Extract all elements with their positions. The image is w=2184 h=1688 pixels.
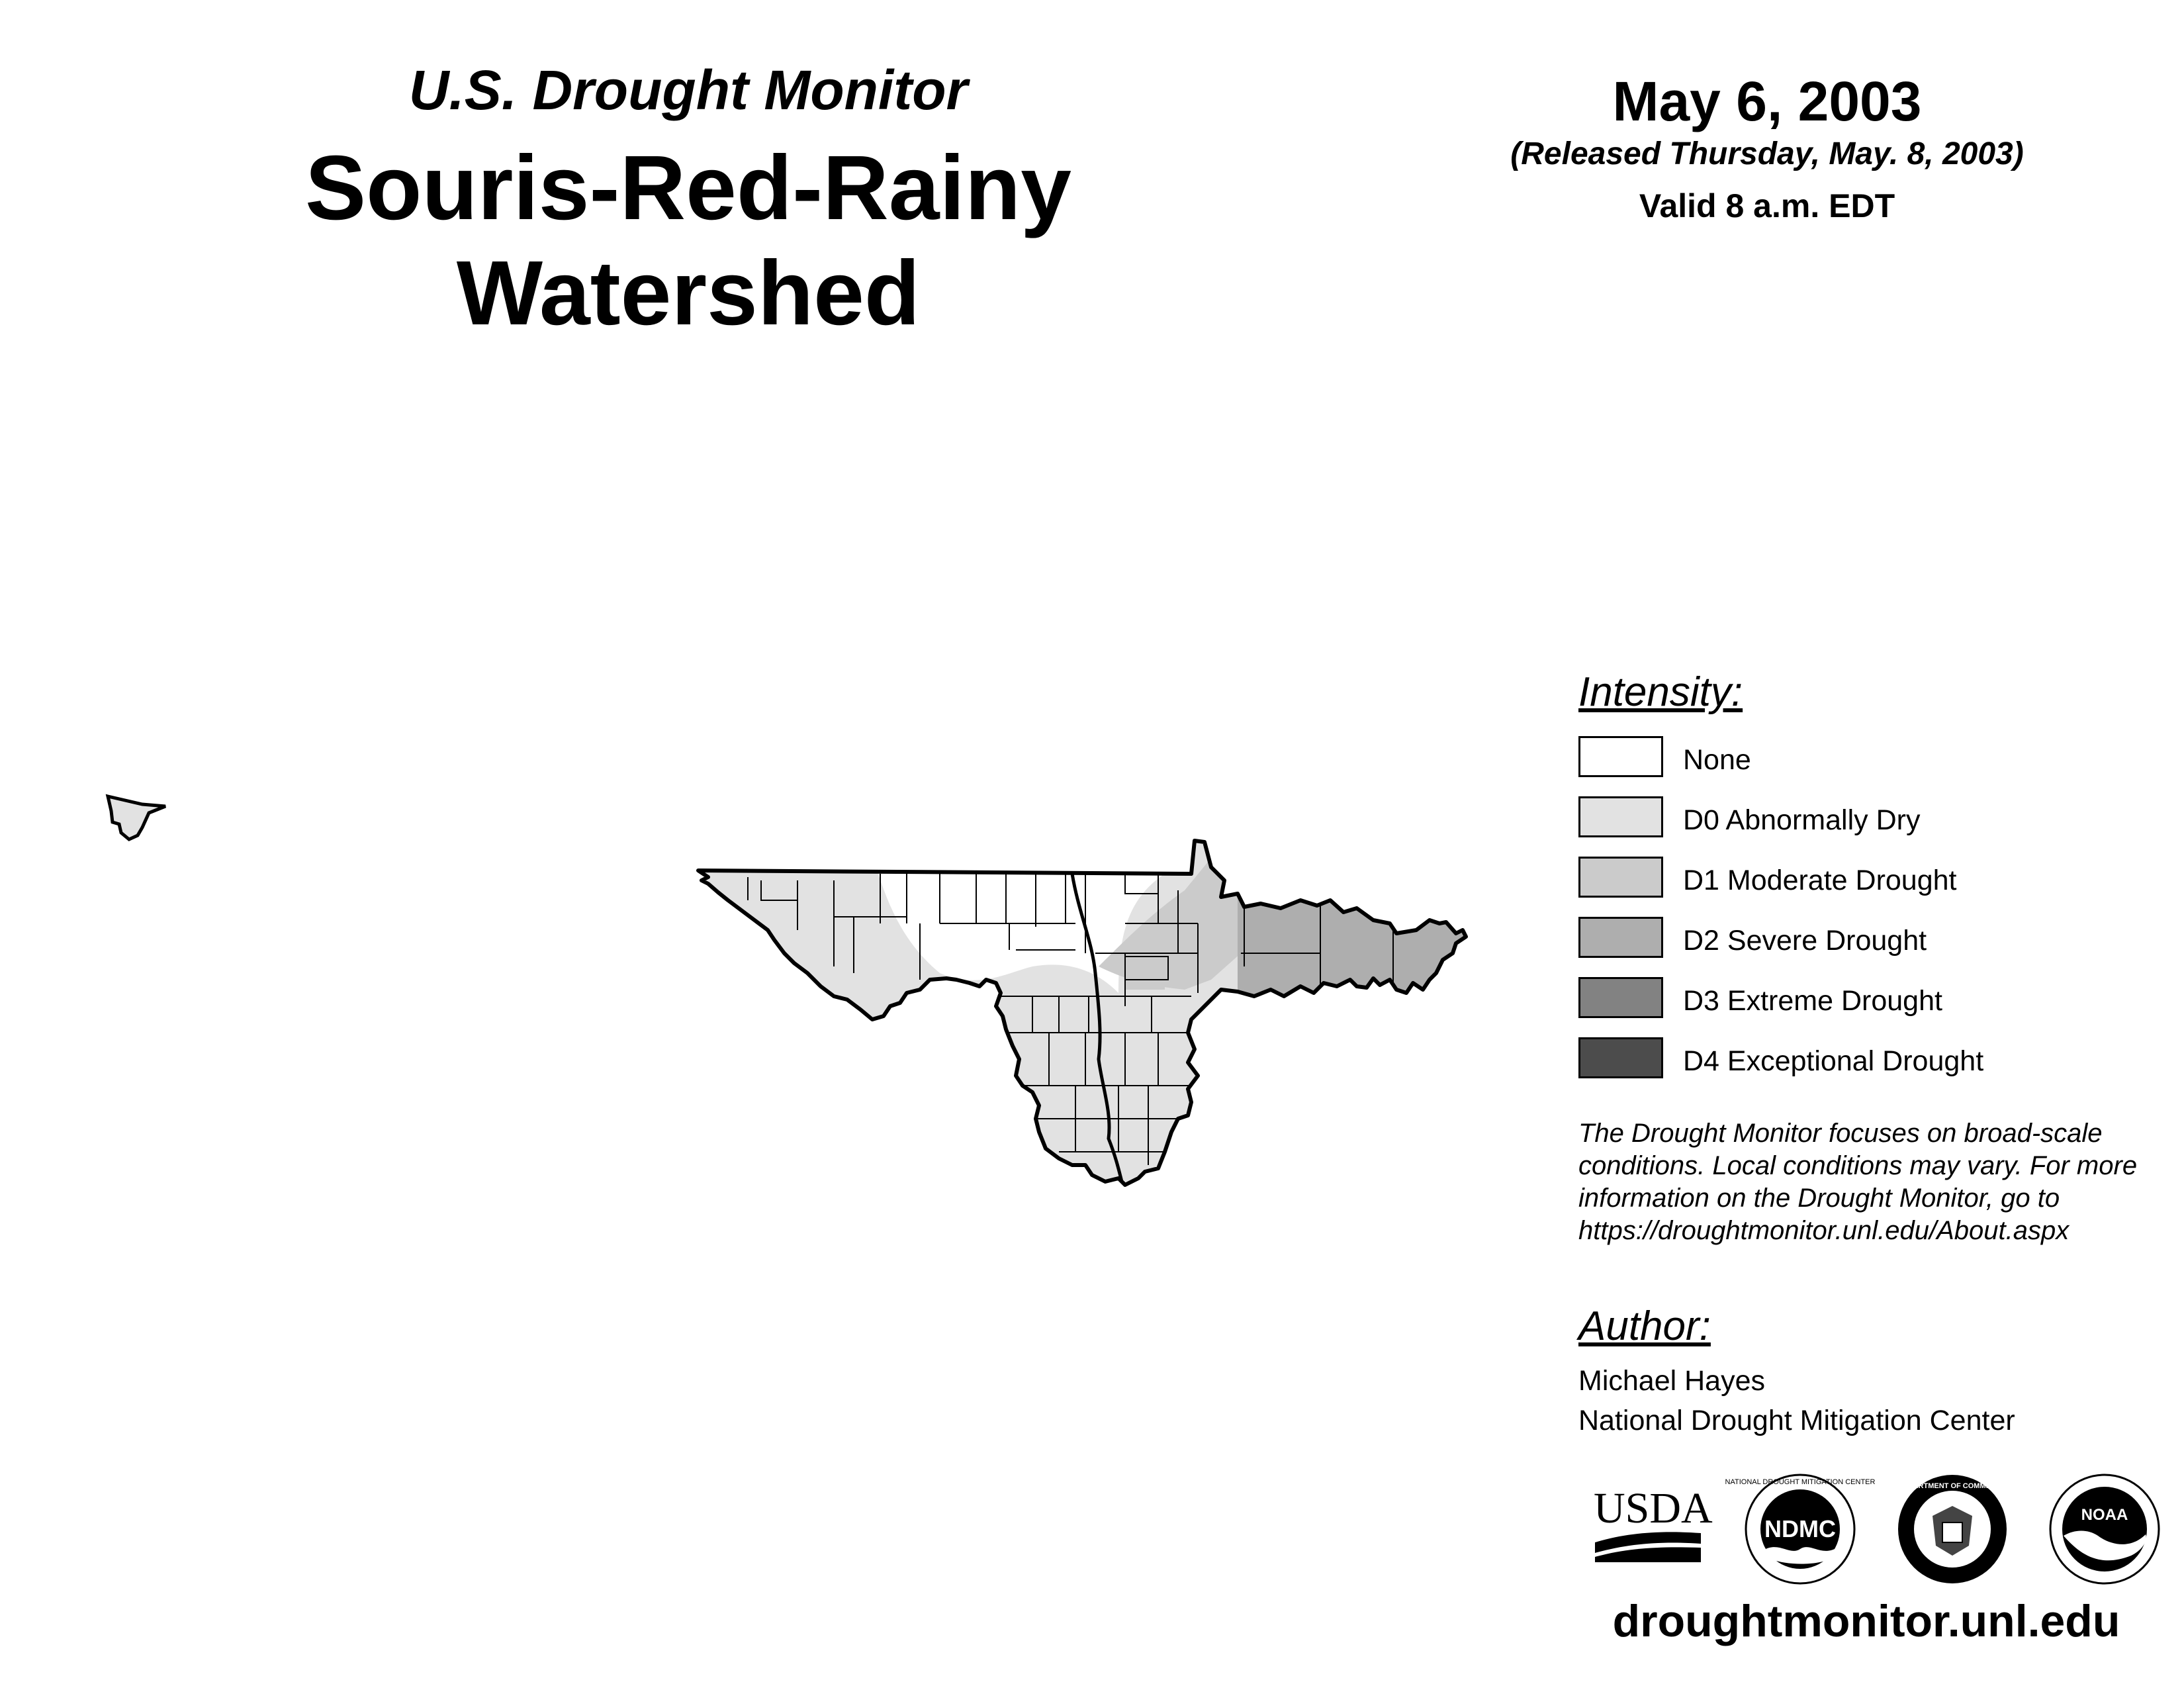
noaa-logo xyxy=(2050,1475,2159,1583)
legend-label: D4 Exceptional Drought xyxy=(1683,1045,1984,1077)
legend-swatch xyxy=(1578,736,1663,777)
legend-title: Intensity: xyxy=(1578,669,1743,715)
legend-swatch xyxy=(1578,796,1663,837)
svg-text:DEPARTMENT OF COMMERCE: DEPARTMENT OF COMMERCE xyxy=(1898,1482,2007,1490)
author-title: Author: xyxy=(1578,1303,1711,1349)
usda-logo xyxy=(1594,1484,1713,1562)
author-name: Michael Hayes xyxy=(1578,1365,1765,1397)
legend-swatch xyxy=(1578,1037,1663,1078)
commerce-seal xyxy=(1898,1475,2007,1583)
legend-label: D1 Moderate Drought xyxy=(1683,865,1957,896)
detached-region xyxy=(108,796,165,839)
svg-text:NDMC: NDMC xyxy=(1764,1515,1836,1542)
map-date: May 6, 2003 xyxy=(1612,70,1922,132)
map-subtitle: U.S. Drought Monitor xyxy=(408,59,968,121)
legend-label: D2 Severe Drought xyxy=(1683,925,1927,957)
legend-label: D0 Abnormally Dry xyxy=(1683,804,1921,836)
author-org: National Drought Mitigation Center xyxy=(1578,1405,2015,1436)
svg-text:USDA: USDA xyxy=(1594,1484,1713,1532)
legend-label: D3 Extreme Drought xyxy=(1683,985,1942,1017)
ndmc-logo xyxy=(1725,1475,1876,1583)
legend-swatch xyxy=(1578,917,1663,958)
svg-text:NOAA: NOAA xyxy=(2081,1506,2128,1524)
legend-swatch xyxy=(1578,977,1663,1018)
agency-logos xyxy=(1588,1470,2171,1589)
svg-text:NATIONAL DROUGHT MITIGATION CE: NATIONAL DROUGHT MITIGATION CENTER xyxy=(1725,1478,1876,1486)
legend-swatch xyxy=(1578,857,1663,898)
disclaimer-note: The Drought Monitor focuses on broad-scale conditions. Local conditions may vary. For more information on the Drought Monitor, go to https://droughtmonitor.unl.edu/About.aspx xyxy=(1578,1119,2138,1245)
valid-time: Valid 8 a.m. EDT xyxy=(1639,187,1895,224)
map-title: Souris-Red-Rainy Watershed xyxy=(305,137,1071,344)
legend-label: None xyxy=(1683,744,1751,776)
website-url[interactable]: droughtmonitor.unl.edu xyxy=(1612,1596,2120,1646)
release-date: (Released Thursday, May. 8, 2003) xyxy=(1510,136,2024,171)
